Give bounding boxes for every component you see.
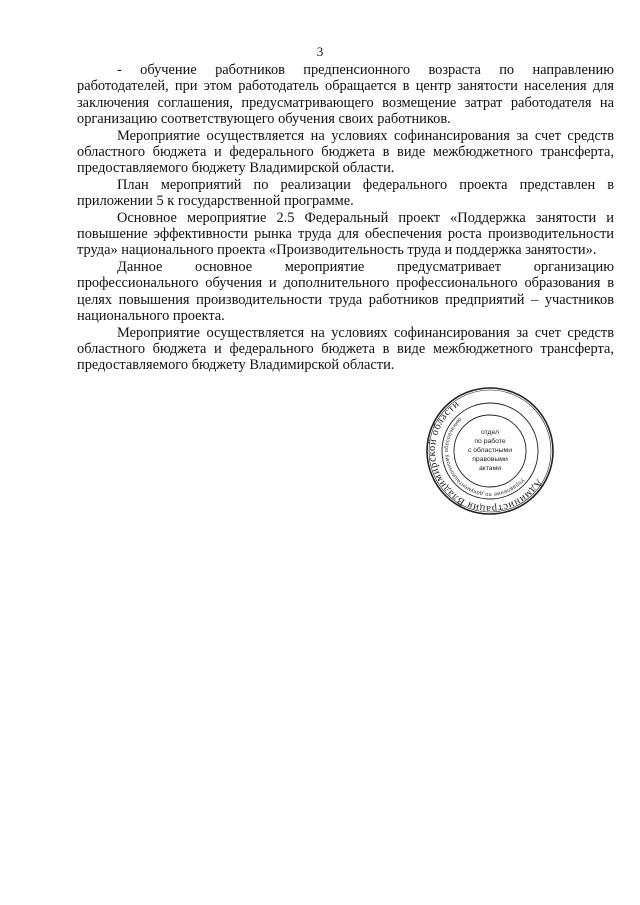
stamp-center-line-3: с областными <box>467 447 513 454</box>
paragraph-6: Мероприятие осуществляется на условиях софинансирования за счет средств областного бюджета и федерального бюджета в виде межбюджетного трансферта, предоставляемого бюджету Владимирской области. <box>77 324 614 374</box>
paragraph-2: Мероприятие осуществляется на условиях софинансирования за счет средств областного бюджета и федерального бюджета в виде межбюджетного трансферта, предоставляемого бюджету Владимирской области. <box>77 127 614 177</box>
paragraph-1: - обучение работников предпенсионного возраста по направлению работодателей, при этом работодатель обращается в центр занятости населения для заключения соглашения, предусматривающего возмещение затрат работодателя на организацию соответствующего обучения своих работников. <box>77 62 614 128</box>
stamp-center-line-2: по работе <box>474 438 506 445</box>
document-body <box>77 62 614 374</box>
stamp-inner-text: Управление по документационному обеспечению <box>443 416 526 498</box>
paragraph-5: Данное основное мероприятие предусматривает организацию профессионального обучения и дополнительного профессионального образования в целях повышения производительности труда работников предприятий – участников национального проекта. <box>77 258 614 325</box>
paragraph-4: Основное мероприятие 2.5 Федеральный проект «Поддержка занятости и повышение эффективности рынка труда для обеспечения роста производительности труда» национального проекта «Производительность труда и поддержка занятости». <box>77 209 614 259</box>
stamp-center-line-4: правовыми <box>472 456 508 463</box>
stamp-center-line-1: отдел <box>480 429 500 436</box>
paragraph-3: План мероприятий по реализации федерального проекта представлен в приложении 5 к государственной программе. <box>77 176 614 210</box>
official-stamp <box>425 386 555 516</box>
page-number: 3 <box>316 44 324 59</box>
stamp-center-line-5: актами <box>478 465 502 472</box>
stamp-outer-text: Администрация Владимирской области <box>426 398 545 515</box>
